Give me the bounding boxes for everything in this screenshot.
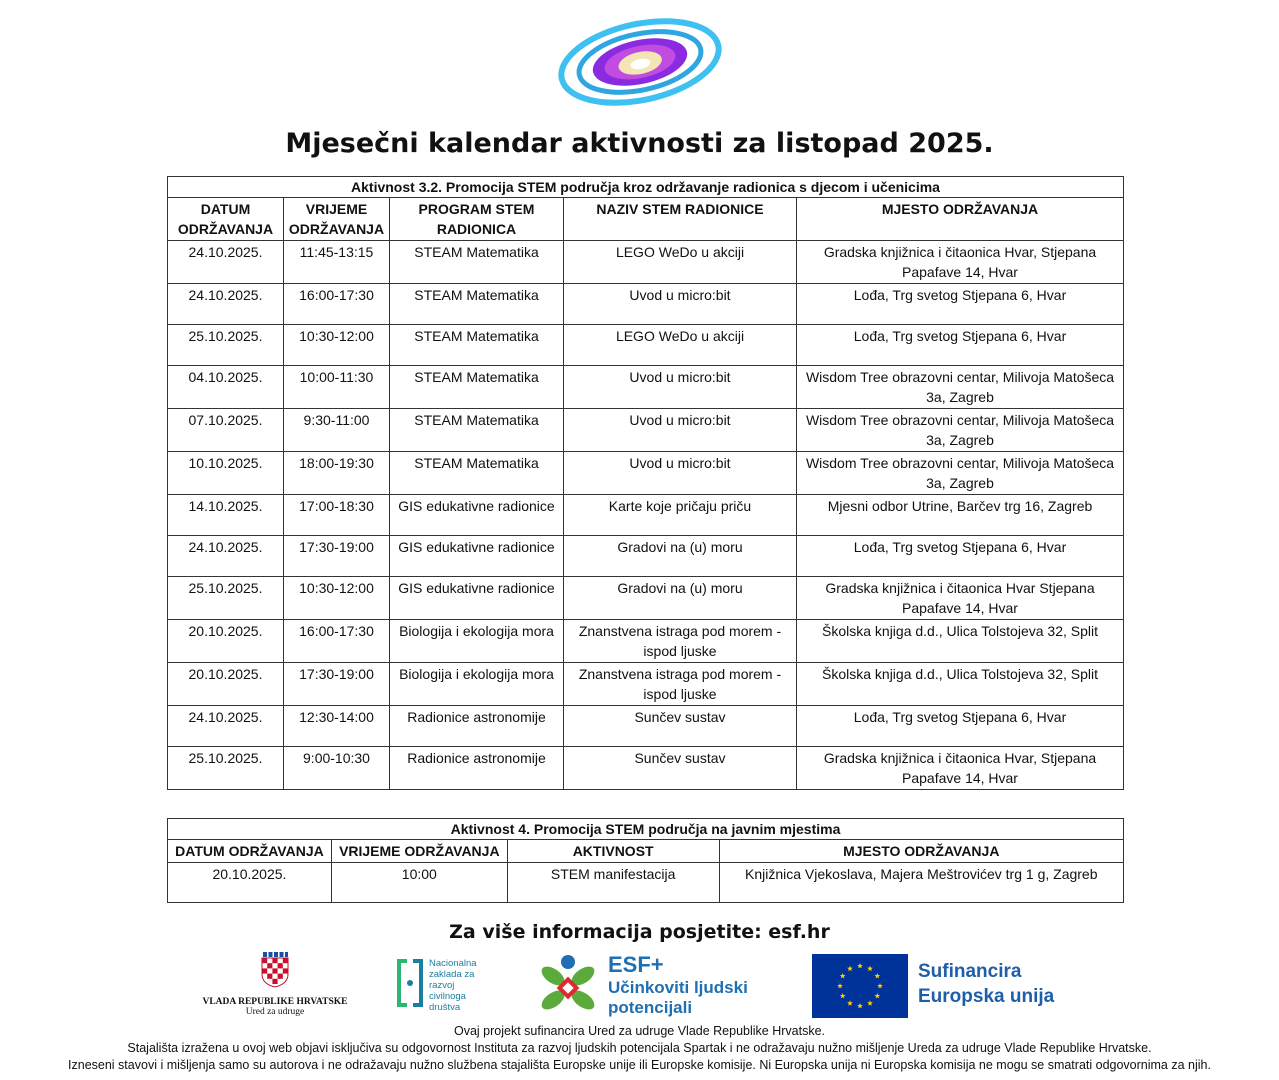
table-cell: Znanstvena istraga pod morem - ispod ljuske — [564, 620, 797, 663]
table-cell: 25.10.2025. — [168, 325, 284, 366]
table-cell: 25.10.2025. — [168, 577, 284, 620]
table-cell: 25.10.2025. — [168, 747, 284, 790]
stem-workshops-table — [167, 176, 1124, 790]
table-cell: 17:30-19:00 — [284, 663, 390, 706]
table-cell: GIS edukativne radionice — [390, 536, 564, 577]
table-row — [168, 620, 1124, 663]
table-cell: GIS edukativne radionice — [390, 577, 564, 620]
table-cell: 10:30-12:00 — [284, 577, 390, 620]
table-cell: 10.10.2025. — [168, 452, 284, 495]
table-cell: Wisdom Tree obrazovni centar, Milivoja Matošeca 3a, Zagreb — [797, 366, 1124, 409]
table-cell: 10:00 — [331, 863, 507, 903]
table-row — [168, 452, 1124, 495]
table-cell: 17:00-18:30 — [284, 495, 390, 536]
coat-of-arms-icon — [260, 952, 290, 988]
table-row — [168, 284, 1124, 325]
table-cell: Školska knjiga d.d., Ulica Tolstojeva 32, Split — [797, 663, 1124, 706]
nz-line: Nacionalna — [429, 958, 477, 969]
table-cell: 11:45-13:15 — [284, 241, 390, 284]
table-cell: 10:00-11:30 — [284, 366, 390, 409]
table-cell: Lođa, Trg svetog Stjepana 6, Hvar — [797, 284, 1124, 325]
table-cell: Karte koje pričaju priču — [564, 495, 797, 536]
table-row — [168, 747, 1124, 790]
table-cell: Gradovi na (u) moru — [564, 577, 797, 620]
table-row — [168, 536, 1124, 577]
table-cell: Znanstvena istraga pod morem - ispod ljuske — [564, 663, 797, 706]
table-row — [168, 706, 1124, 747]
gov-office: Ured za udruge — [245, 1007, 305, 1017]
table-cell: 24.10.2025. — [168, 536, 284, 577]
table-cell: Gradska knjižnica i čitaonica Hvar, Stjepana Papafave 14, Hvar — [797, 747, 1124, 790]
gov-name: VLADA REPUBLIKE HRVATSKE — [202, 997, 348, 1007]
table-cell: 20.10.2025. — [168, 620, 284, 663]
eu-line: Europska unija — [918, 986, 1055, 1007]
table-cell: 9:30-11:00 — [284, 409, 390, 452]
table-cell: Wisdom Tree obrazovni centar, Milivoja Matošeca 3a, Zagreb — [797, 452, 1124, 495]
eu-line: Sufinancira — [918, 961, 1022, 982]
esf-logo — [535, 952, 775, 1022]
table-cell: 9:00-10:30 — [284, 747, 390, 790]
table-cell: Wisdom Tree obrazovni centar, Milivoja Matošeca 3a, Zagreb — [797, 409, 1124, 452]
nz-line: društva — [429, 1002, 461, 1013]
table-cell: 10:30-12:00 — [284, 325, 390, 366]
galaxy-logo — [555, 15, 725, 110]
table-cell: GIS edukativne radionice — [390, 495, 564, 536]
table-cell: Gradovi na (u) moru — [564, 536, 797, 577]
table-caption: Aktivnost 4. Promocija STEM područja na javnim mjestima — [168, 819, 1124, 840]
table-cell: 14.10.2025. — [168, 495, 284, 536]
table-cell: Radionice astronomije — [390, 706, 564, 747]
table-row — [168, 409, 1124, 452]
table-cell: Sunčev sustav — [564, 747, 797, 790]
table-cell: Uvod u micro:bit — [564, 284, 797, 325]
column-header: DATUM ODRŽAVANJA — [168, 840, 332, 863]
table-cell: 17:30-19:00 — [284, 536, 390, 577]
table-cell: Školska knjiga d.d., Ulica Tolstojeva 32, Split — [797, 620, 1124, 663]
table-cell: LEGO WeDo u akciji — [564, 325, 797, 366]
column-header: DATUM ODRŽAVANJA — [168, 198, 284, 241]
esf-title: ESF+ — [608, 952, 664, 977]
esf-sub-line: Učinkoviti ljudski — [608, 978, 748, 997]
table-cell: Gradska knjižnica i čitaonica Hvar Stjepana Papafave 14, Hvar — [797, 577, 1124, 620]
table-row — [168, 366, 1124, 409]
table-cell: LEGO WeDo u akciji — [564, 241, 797, 284]
table-cell: 04.10.2025. — [168, 366, 284, 409]
table-cell: Knjižnica Vjekoslava, Majera Meštrovićev trg 1 g, Zagreb — [719, 863, 1123, 903]
table-cell: 24.10.2025. — [168, 241, 284, 284]
table-row — [168, 241, 1124, 284]
nz-line: razvoj — [429, 980, 455, 991]
esf-flower-icon — [535, 954, 601, 1020]
table-cell: STEAM Matematika — [390, 325, 564, 366]
table-cell: 12:30-14:00 — [284, 706, 390, 747]
table-cell: Uvod u micro:bit — [564, 452, 797, 495]
table-row — [168, 863, 1124, 903]
table-cell: 16:00-17:30 — [284, 620, 390, 663]
table-cell: Mjesni odbor Utrine, Barčev trg 16, Zagreb — [797, 495, 1124, 536]
esf-sub-line: potencijali — [608, 998, 693, 1017]
column-header: MJESTO ODRŽAVANJA — [797, 198, 1124, 241]
table-cell: Uvod u micro:bit — [564, 366, 797, 409]
nz-line: civilnoga — [429, 991, 466, 1002]
table-cell: Uvod u micro:bit — [564, 409, 797, 452]
table-caption: Aktivnost 3.2. Promocija STEM područja kroz održavanje radionica s djecom i učenicima — [168, 177, 1124, 198]
bracket-icon — [395, 959, 425, 1009]
table-cell: 24.10.2025. — [168, 284, 284, 325]
public-events-table — [167, 818, 1124, 903]
table-cell: 18:00-19:30 — [284, 452, 390, 495]
nz-line: zaklada za — [429, 969, 475, 980]
table-cell: Biologija i ekologija mora — [390, 620, 564, 663]
footer-line: Ovaj projekt sufinancira Ured za udruge Vlade Republike Hrvatske. — [453, 1024, 826, 1038]
table-cell: 07.10.2025. — [168, 409, 284, 452]
more-info-text: Za više informacija posjetite: esf.hr — [449, 921, 830, 943]
footer-line: Izneseni stavovi i mišljenja samo su autorova i ne odražavaju nužno službena stajališta Europske unije ili Europske komisije. Ni Europska unija ni Europska komisija ne mogu se smatrati odgovornima za njih. — [68, 1058, 1211, 1072]
page-title: Mjesečni kalendar aktivnosti za listopad 2025. — [285, 128, 994, 159]
table-cell: Radionice astronomije — [390, 747, 564, 790]
table-cell: STEAM Matematika — [390, 409, 564, 452]
eu-flag-icon — [812, 954, 908, 1018]
table-cell: 16:00-17:30 — [284, 284, 390, 325]
column-header: PROGRAM STEM RADIONICA — [390, 198, 564, 241]
table-cell: Gradska knjižnica i čitaonica Hvar, Stjepana Papafave 14, Hvar — [797, 241, 1124, 284]
table-cell: STEM manifestacija — [507, 863, 719, 903]
column-header: NAZIV STEM RADIONICE — [564, 198, 797, 241]
table-cell: 24.10.2025. — [168, 706, 284, 747]
table-cell: Lođa, Trg svetog Stjepana 6, Hvar — [797, 325, 1124, 366]
column-header: VRIJEME ODRŽAVANJA — [331, 840, 507, 863]
table-cell: Biologija i ekologija mora — [390, 663, 564, 706]
column-header: VRIJEME ODRŽAVANJA — [284, 198, 390, 241]
croatian-government-logo — [200, 952, 350, 1017]
table-cell: Lođa, Trg svetog Stjepana 6, Hvar — [797, 536, 1124, 577]
table-cell: STEAM Matematika — [390, 284, 564, 325]
footer-line: Stajališta izražena u ovoj web objavi isključiva su odgovornost Instituta za razvoj ljudskih potencijala Spartak i ne odražavaju nužno mišljenje Ureda za udruge Vlade Republike Hrvatske. — [127, 1041, 1152, 1055]
column-header: MJESTO ODRŽAVANJA — [719, 840, 1123, 863]
table-row — [168, 577, 1124, 620]
column-header: AKTIVNOST — [507, 840, 719, 863]
table-cell: 20.10.2025. — [168, 663, 284, 706]
table-cell: STEAM Matematika — [390, 366, 564, 409]
table-cell: Lođa, Trg svetog Stjepana 6, Hvar — [797, 706, 1124, 747]
table-row — [168, 495, 1124, 536]
table-cell: Sunčev sustav — [564, 706, 797, 747]
table-cell: STEAM Matematika — [390, 241, 564, 284]
table-row — [168, 325, 1124, 366]
table-cell: STEAM Matematika — [390, 452, 564, 495]
nacionalna-zaklada-logo — [395, 955, 505, 1021]
eu-cofunded-logo — [812, 954, 1102, 1018]
table-row — [168, 663, 1124, 706]
table-cell: 20.10.2025. — [168, 863, 332, 903]
